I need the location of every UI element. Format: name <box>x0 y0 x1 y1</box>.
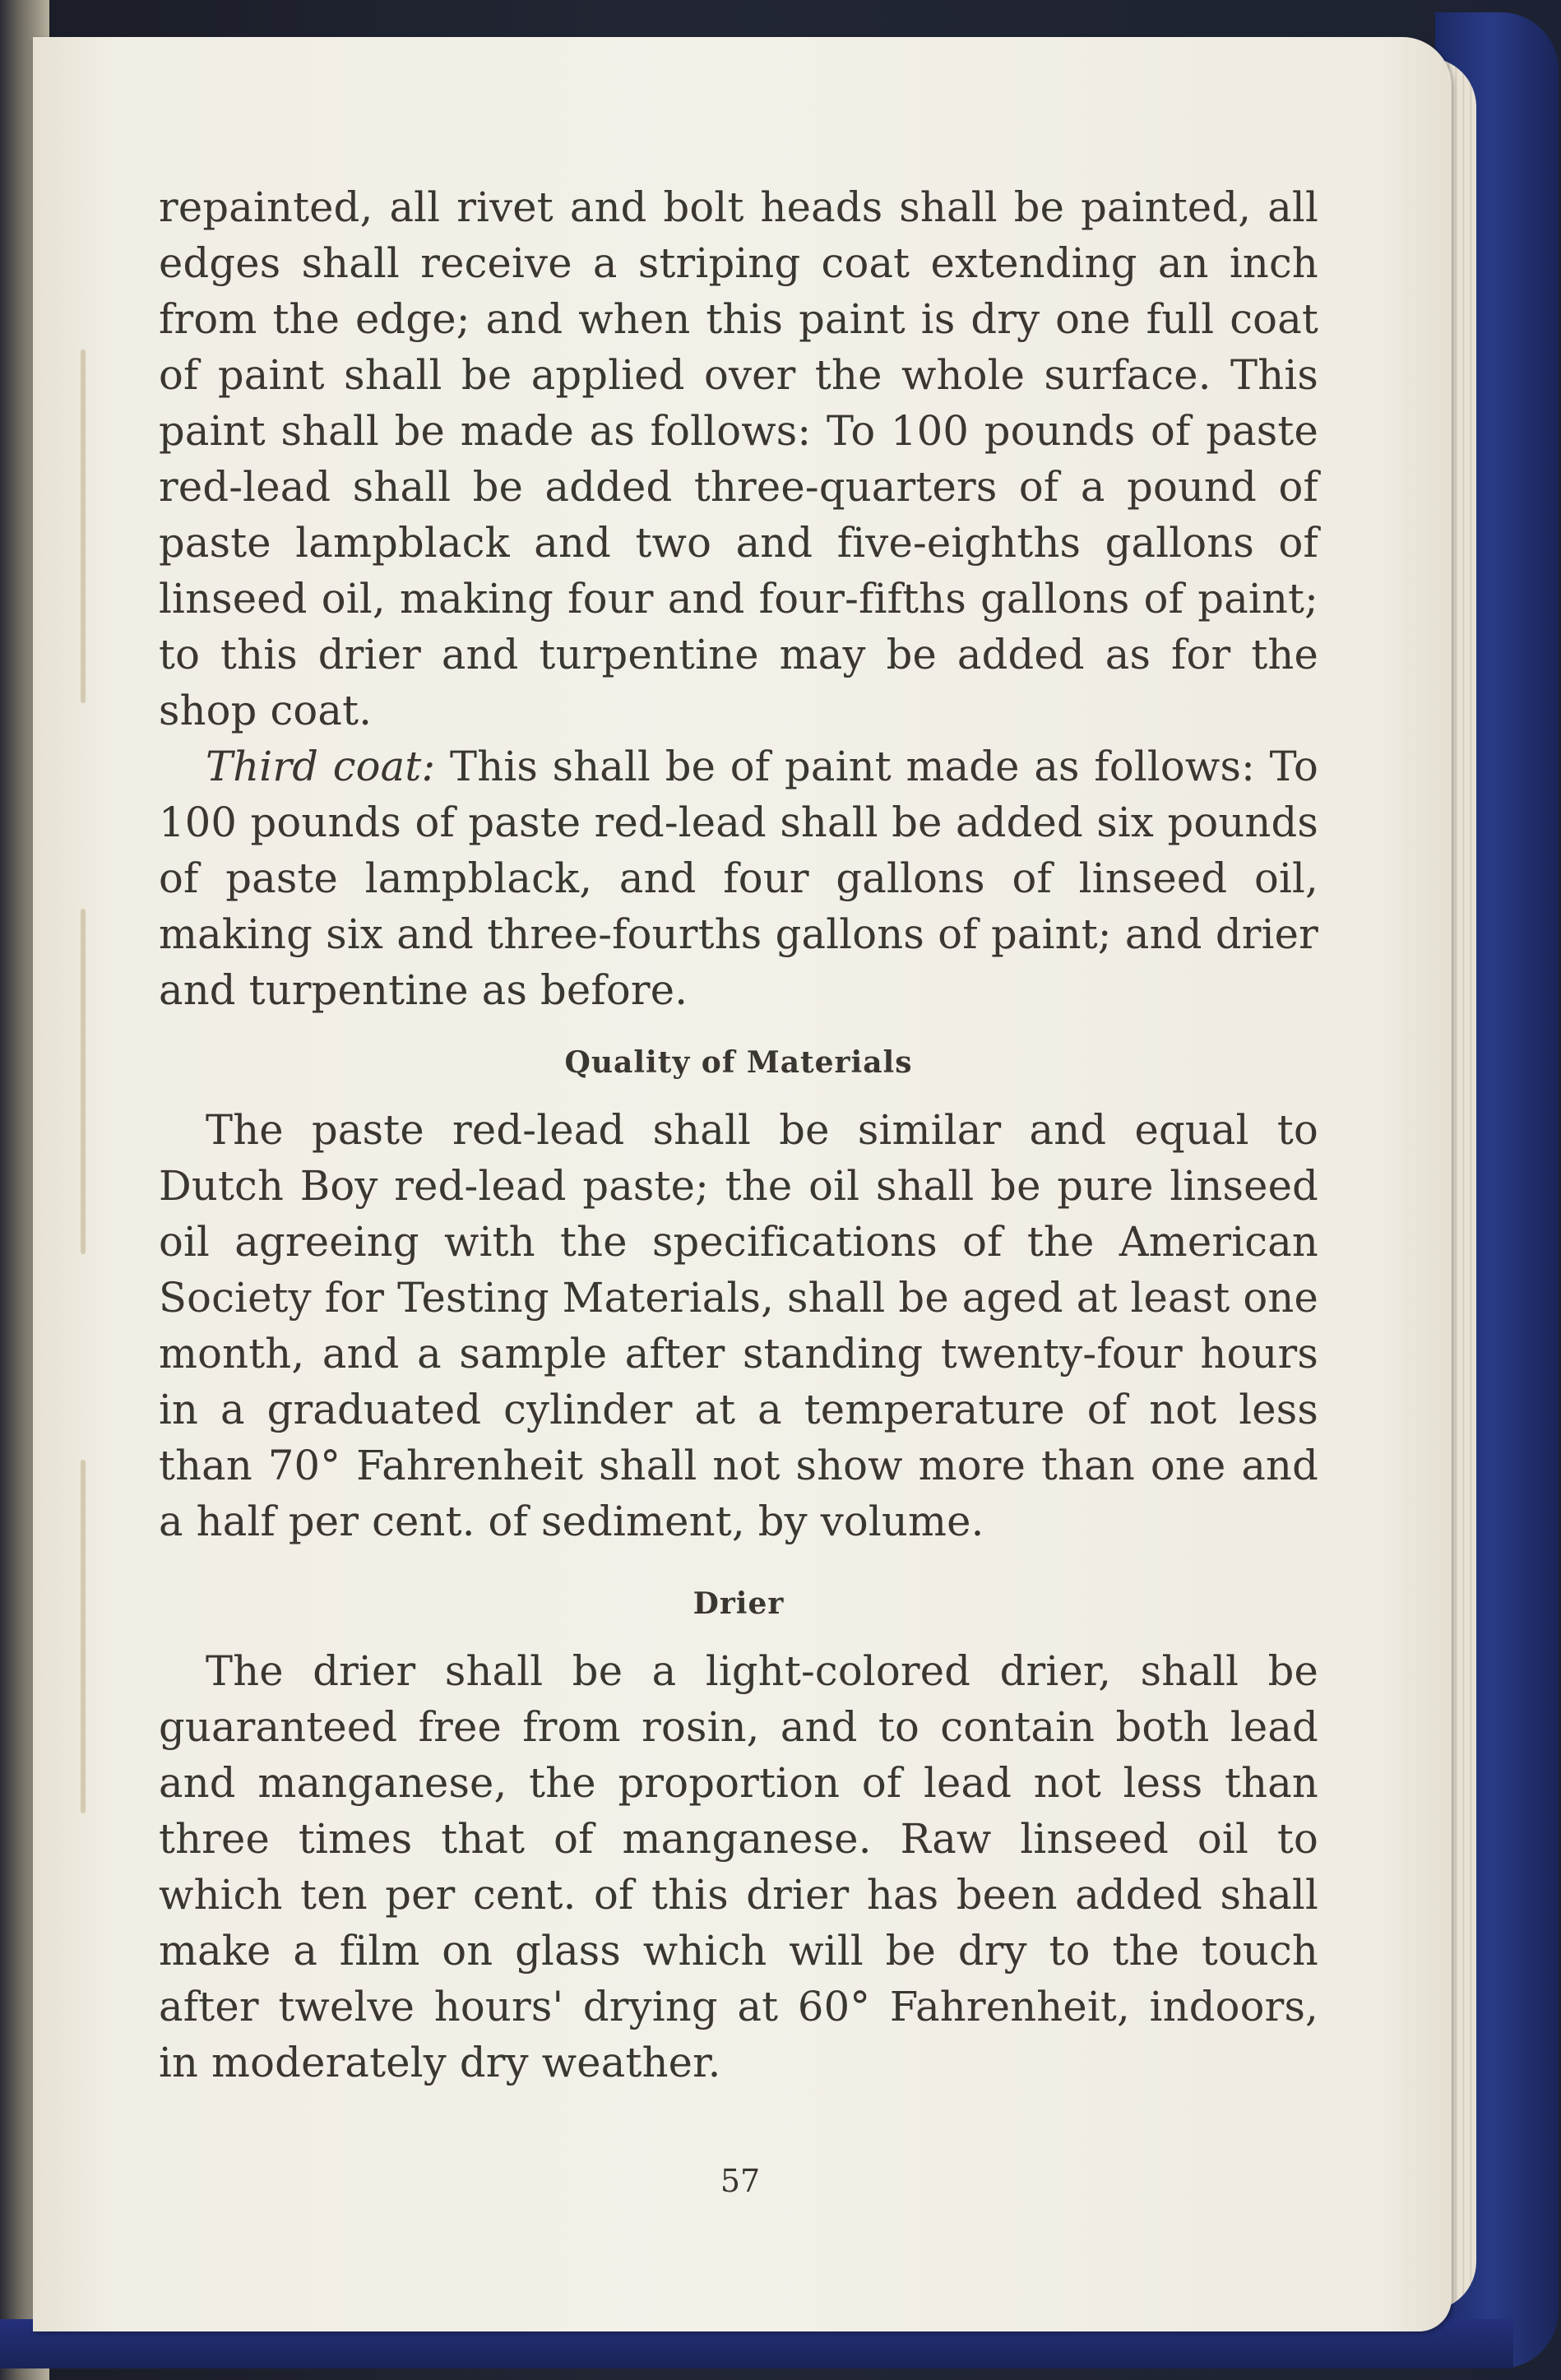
binding-thread <box>81 350 86 703</box>
paragraph-drier: The drier shall be a light-colored drier, shall be guaranteed free from rosin, and to contain both lead and manganese, the proportion of lead not less than three times that of manganese. Raw linseed oil to which ten per cent. of this drier has been added shall make a film on glass which will be dry to the touch after twelve hours' drying at 60° Fahrenheit, indoors, in moderately dry weather. <box>159 1647 1318 2086</box>
paragraph-repainted: repainted, all rivet and bolt heads shall be painted, all edges shall receive a striping coat extending an inch from the edge; and when this paint is dry one full coat of paint shall be applied over the whole surface. This paint shall be made as follows: To 100 pounds of paste red-lead shall be added three-quarters of a pound of paste lampblack and two and five-eighths gallons of linseed oil, making four and four-fifths gallons of paint; to this drier and turpentine may be added as for the shop coat. <box>159 183 1318 734</box>
heading-quality-of-materials: Quality of Materials <box>564 1045 913 1080</box>
page-number: 57 <box>720 2163 761 2199</box>
paragraph-quality: The paste red-lead shall be similar and equal to Dutch Boy red-lead paste; the oil shall be pure linseed oil agreeing with the specifications of the American Society for Testing Materials, shall be aged at least one month, and a sample after standing twenty-four hours in a graduated cylinder at a temperature of not less than 70° Fahrenheit shall not show more than one and a half per cent. of sediment, by volume. <box>159 1106 1318 1545</box>
third-coat-label: Third coat: <box>206 743 436 790</box>
page-text <box>159 179 1318 2091</box>
paragraph-third-coat <box>159 739 1318 1018</box>
heading-drier: Drier <box>692 1586 785 1621</box>
binding-thread <box>81 1460 86 1813</box>
third-coat-text: This shall be of paint made as follows: To 100 pounds of paste red-lead shall be added six pounds of paste lampblack, and four gallons of linseed oil, making six and three-fourths gallons of paint; and drier and turpentine as before. <box>159 743 1318 1014</box>
binding-thread <box>81 909 86 1254</box>
